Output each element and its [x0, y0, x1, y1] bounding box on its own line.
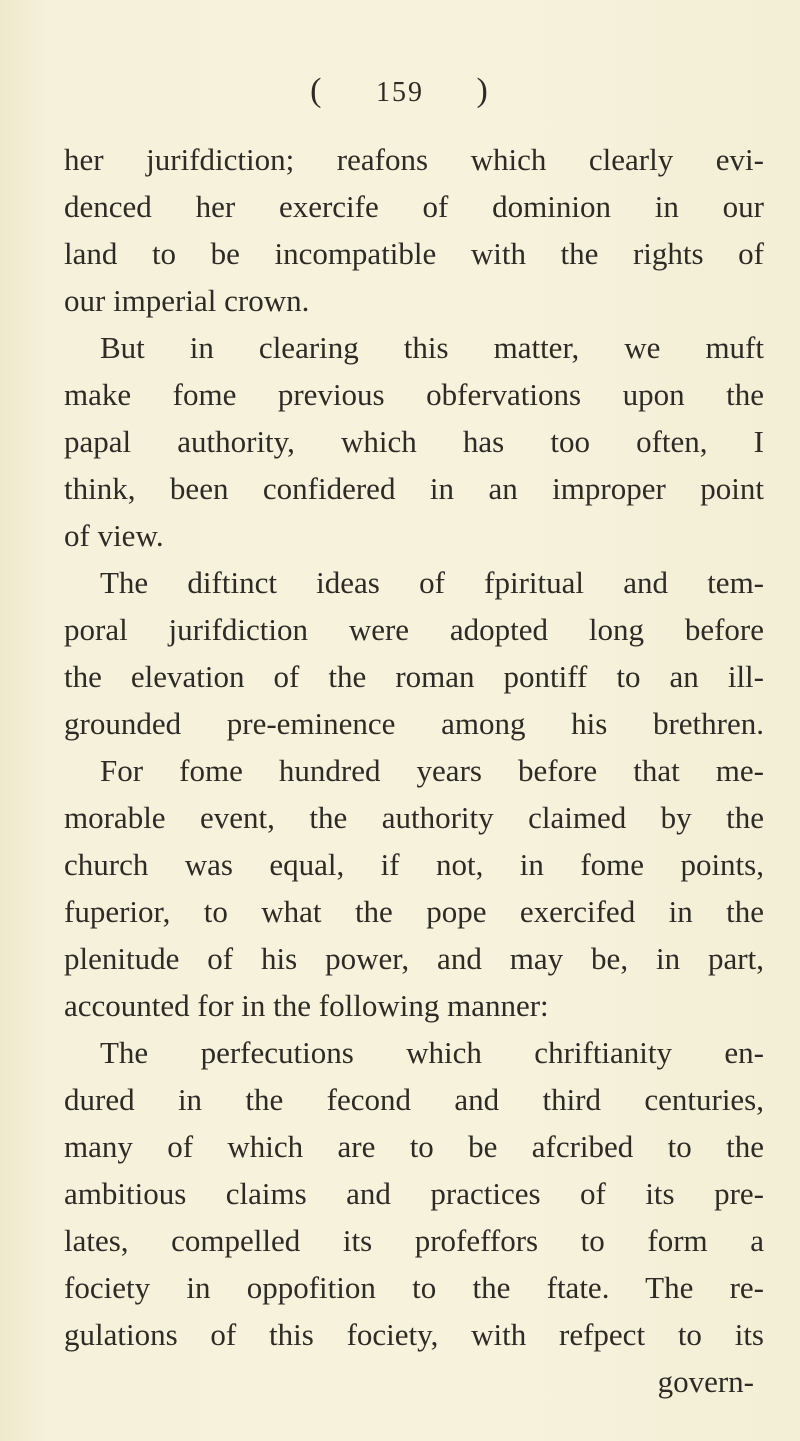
text-line: the elevation of the roman pontiff to an ill-: [64, 659, 764, 694]
header-close-paren: ): [476, 72, 490, 109]
text-line: our imperial crown.: [64, 283, 310, 318]
text-line: The diftinct ideas of fpiritual and tem-: [100, 565, 764, 600]
text-line: dured in the fecond and third centuries,: [64, 1082, 764, 1117]
text-line: The perfecutions which chriftianity en-: [100, 1035, 764, 1070]
text-line: poral jurifdiction were adopted long before: [64, 612, 764, 647]
text-line: of view.: [64, 518, 164, 553]
text-line: grounded pre-eminence among his brethren.: [64, 706, 764, 741]
text-line: plenitude of his power, and may be, in part,: [64, 941, 764, 976]
text-line: morable event, the authority claimed by the: [64, 800, 764, 835]
body-text: [64, 136, 764, 1405]
page-header: [0, 72, 800, 110]
text-line: For fome hundred years before that me-: [100, 753, 764, 788]
page-number: 159: [376, 77, 424, 108]
text-line: gulations of this fociety, with refpect to its: [64, 1317, 764, 1352]
text-line: But in clearing this matter, we muft: [100, 330, 764, 365]
text-line: think, been confidered in an improper point: [64, 471, 764, 506]
text-line: church was equal, if not, in fome points,: [64, 847, 764, 882]
text-line: land to be incompatible with the rights of: [64, 236, 764, 271]
text-line: lates, compelled its profeffors to form a: [64, 1223, 764, 1258]
text-line: her jurifdiction; reafons which clearly evi-: [64, 142, 764, 177]
text-line: make fome previous obfervations upon the: [64, 377, 764, 412]
header-open-paren: (: [310, 72, 324, 109]
text-line: papal authority, which has too often, I: [64, 424, 764, 459]
text-line: denced her exercife of dominion in our: [64, 189, 764, 224]
catchword: govern-: [657, 1364, 754, 1399]
text-line: fuperior, to what the pope exercifed in the: [64, 894, 764, 929]
text-line: ambitious claims and practices of its pre-: [64, 1176, 764, 1211]
text-line: accounted for in the following manner:: [64, 988, 549, 1023]
text-line: fociety in oppofition to the ftate. The re-: [64, 1270, 764, 1305]
text-line: many of which are to be afcribed to the: [64, 1129, 764, 1164]
